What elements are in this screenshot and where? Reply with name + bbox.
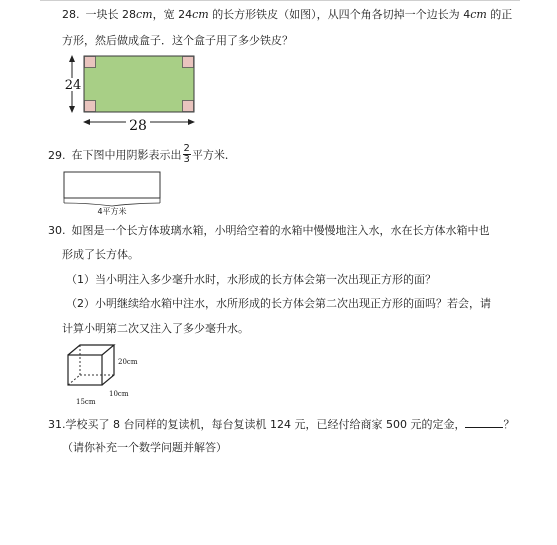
q28-number: 28. <box>62 8 80 21</box>
area-rectangle <box>64 172 160 198</box>
cuboid-side-edges <box>102 345 114 385</box>
corner-square-tl <box>85 57 96 68</box>
q28-line-2: 方形，然后做成盒子．这个盒子用了多少铁皮？ <box>62 34 293 47</box>
corner-square-br <box>183 101 194 112</box>
q29-text-a: 在下图中用阴影表示出 <box>71 148 182 162</box>
q28-length-unit: cm <box>136 8 153 21</box>
q30-number: 30. <box>48 224 66 237</box>
q28-width-unit: cm <box>192 8 209 21</box>
q30-figure <box>60 341 160 409</box>
width-label: 28 <box>129 118 147 134</box>
height-arrow-down-icon <box>69 106 75 113</box>
q31-line <box>48 416 514 432</box>
q28-cut-value: 4 <box>463 8 471 21</box>
q29-fraction-denominator: 3 <box>183 154 190 165</box>
q31-answer-blank <box>465 416 503 428</box>
q28-text-a: 一块长 <box>85 8 119 21</box>
q30-line-2: 形成了长方体。 <box>62 248 139 261</box>
top-rule <box>40 0 520 1</box>
q30-sub-question-1: （1）当小明注入多少毫升水时，水形成的长方体会第一次出现正方形的面？ <box>66 273 436 286</box>
q30-text-1: 如图是一个长方体玻璃水箱，小明给空着的水箱中慢慢地注入水，水在长方体水箱中也 <box>71 224 490 237</box>
q28-width-value: 24 <box>178 8 193 21</box>
q30-sub-question-2: （2）小明继续给水箱中注水，水所形成的长方体会第二次出现正方形的面吗？若会，请 <box>66 297 491 310</box>
q28-figure <box>62 52 202 134</box>
brace-line <box>64 203 160 206</box>
q28-line-1 <box>62 8 512 22</box>
width-arrow-left-icon <box>83 119 90 125</box>
cuboid-top-face <box>68 345 114 355</box>
q28-cut-unit: cm <box>470 8 487 21</box>
q29-figure <box>62 170 166 218</box>
q29-fraction <box>183 144 191 165</box>
q28-text-d: 的正 <box>490 8 513 21</box>
corner-square-bl <box>85 101 96 112</box>
area-label: 4平方米 <box>97 207 127 216</box>
cuboid-front-face <box>68 355 102 385</box>
corner-square-tr <box>183 57 194 68</box>
q31-number: 31. <box>48 418 66 431</box>
width-arrow-right-icon <box>188 119 195 125</box>
q31-note: （请你补充一个数学问题并解答） <box>62 441 227 454</box>
q29-line <box>48 145 236 166</box>
cuboid-length-label: 15cm <box>76 398 96 406</box>
q29-text-b: 平方米． <box>191 148 236 162</box>
cuboid-hidden-depth <box>68 375 80 385</box>
q31-text-b: ？ <box>503 418 515 431</box>
height-arrow-up-icon <box>69 55 75 62</box>
q28-text-c: 的长方形铁皮（如图），从四个角各切掉一个边长为 <box>212 8 460 21</box>
q30-line-1 <box>48 224 490 238</box>
cuboid-height-label: 20cm <box>118 358 138 366</box>
cuboid-depth-label: 10cm <box>109 390 129 398</box>
q29-number: 29. <box>48 148 66 162</box>
rectangle-sheet <box>84 56 194 112</box>
q29-fraction-numerator: 2 <box>183 143 190 154</box>
q28-text-b: ，宽 <box>152 8 175 21</box>
height-label: 24 <box>64 78 82 93</box>
q30-sub-question-2-cont: 计算小明第二次又注入了多少毫升水。 <box>62 322 249 335</box>
q28-length-value: 28 <box>122 8 136 21</box>
q31-text-a: 学校买了 8 台同样的复读机，每台复读机 124 元，已经付给商家 500 元的定金， <box>65 418 466 431</box>
